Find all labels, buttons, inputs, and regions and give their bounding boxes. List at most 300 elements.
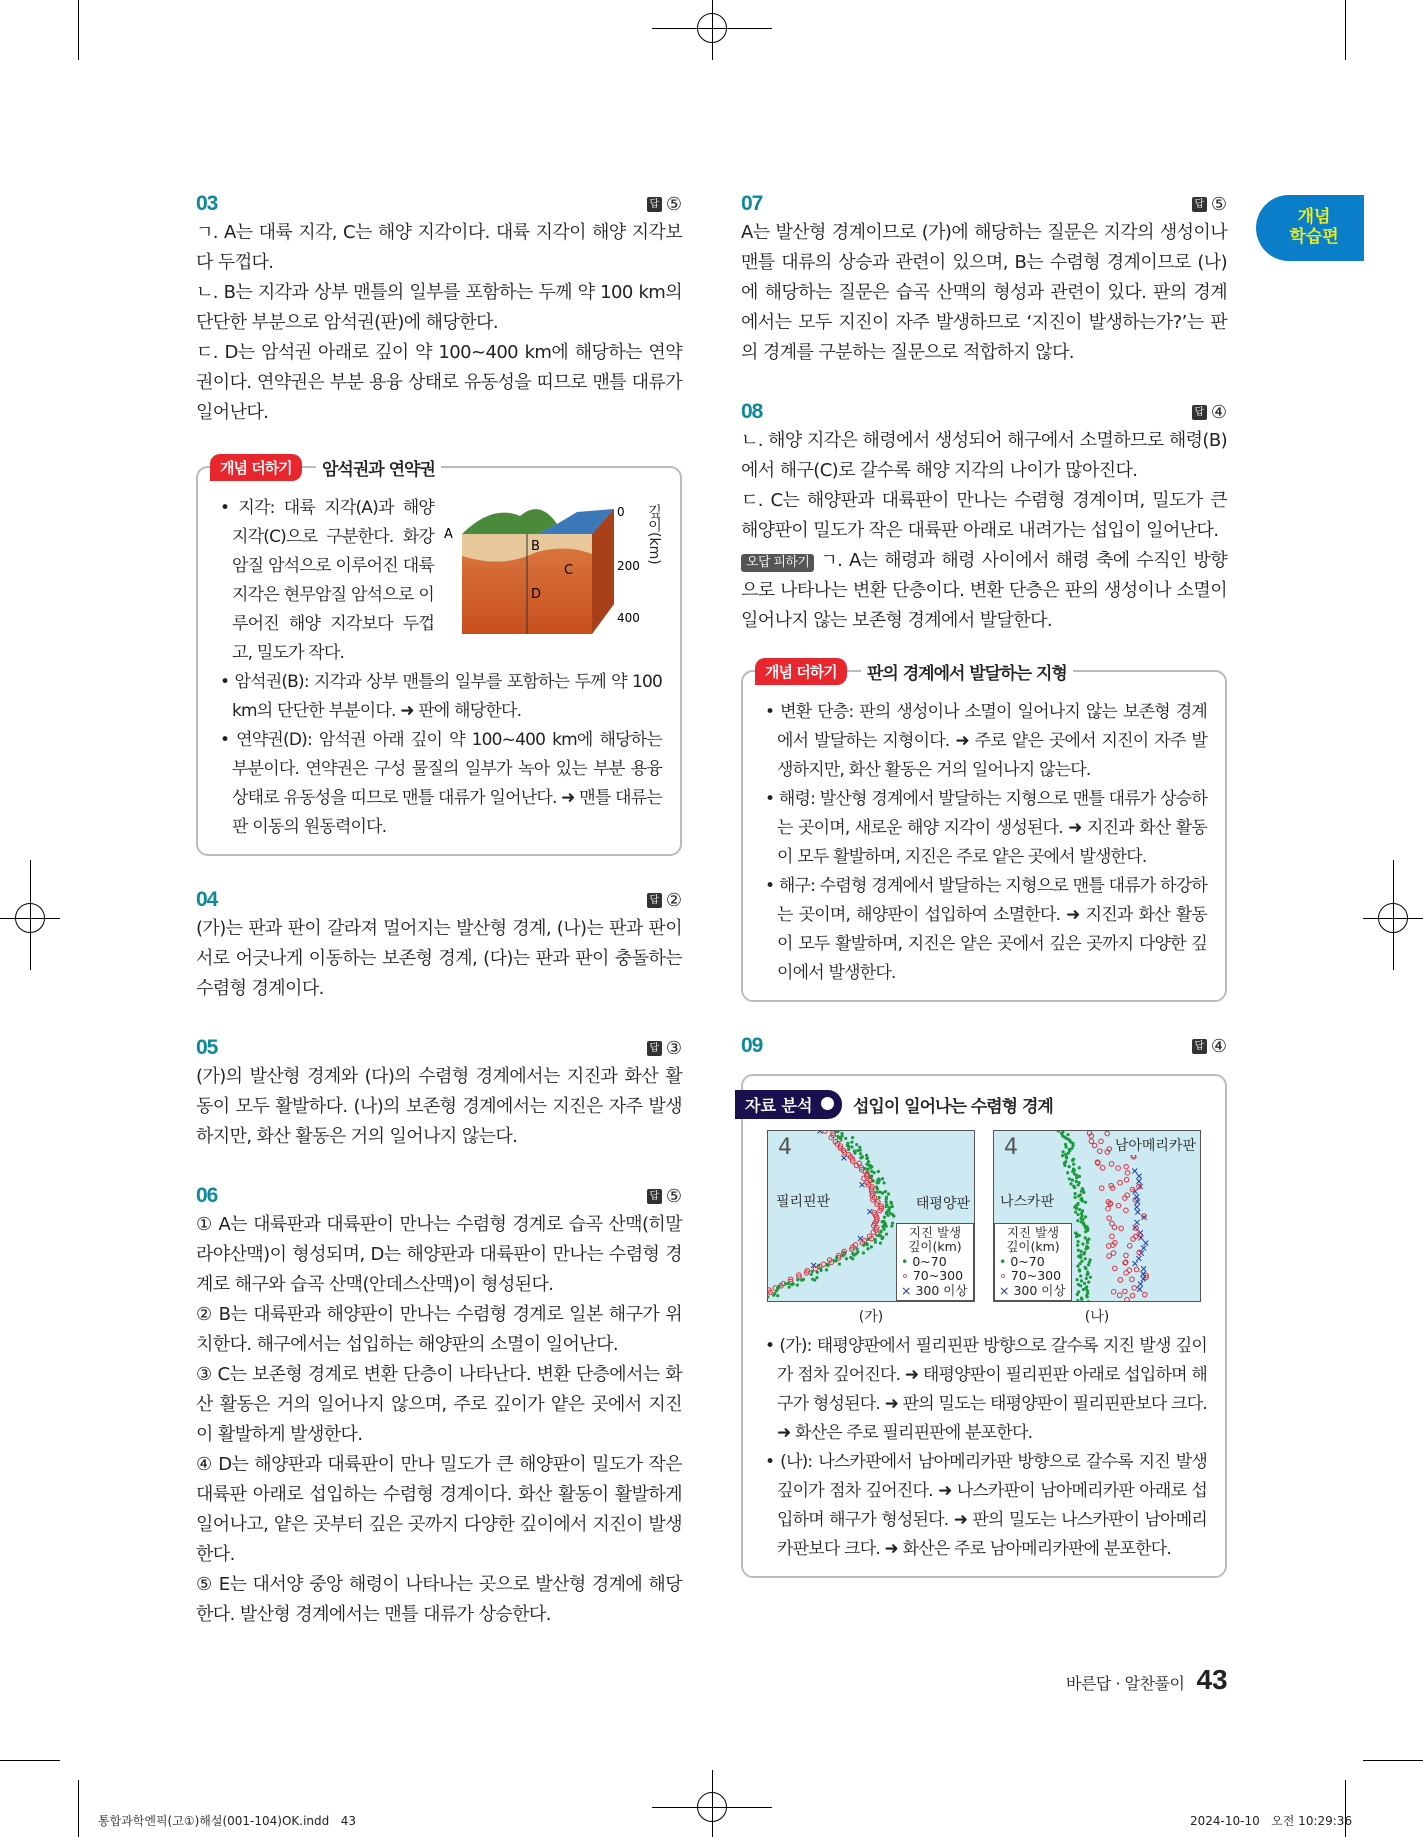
shallow-quake	[1084, 1267, 1087, 1270]
registration-mark	[15, 903, 45, 933]
crop-mark	[78, 0, 79, 60]
shallow-quake	[885, 1198, 888, 1201]
answer-value: ③	[665, 1037, 682, 1059]
shallow-quake	[1063, 1164, 1066, 1167]
registration-mark	[1378, 903, 1408, 933]
mid-quake	[1130, 1293, 1135, 1298]
deep-quake	[1135, 1210, 1140, 1215]
answer-line: ⑤ E는 대서양 중앙 해령이 나타나는 곳으로 발산형 경계에 해당한다. 발산형 경계에서는 맨틀 대류가 상승한다.	[196, 1574, 682, 1625]
shallow-quake	[1087, 1263, 1090, 1266]
shallow-quake	[1077, 1195, 1080, 1198]
bullet: • 암석권(B): 지각과 상부 맨틀의 일부를 포함하는 두께 약 100 km의 단단한 부분이다. ➜ 판에 해당한다.	[220, 672, 662, 721]
question-04	[196, 886, 682, 1004]
deep-quake	[841, 1155, 846, 1160]
shallow-quake	[1076, 1293, 1079, 1296]
timestamp: 2024-10-10 오전 10:29:36	[1190, 1814, 1353, 1828]
shallow-quake	[876, 1187, 879, 1190]
shallow-quake	[788, 1285, 791, 1288]
answer-line: ㄱ. A는 대륙 지각, C는 해양 지각이다. 대륙 지각이 해양 지각보다 두껍다.	[196, 222, 682, 273]
shallow-quake	[787, 1282, 790, 1285]
shallow-quake	[790, 1283, 793, 1286]
shallow-quake	[1072, 1163, 1075, 1166]
shallow-quake	[879, 1241, 882, 1244]
deep-quake	[1136, 1256, 1141, 1261]
shallow-quake	[1076, 1299, 1079, 1302]
crop-mark	[1345, 0, 1346, 60]
answer-value: ④	[1210, 401, 1227, 423]
shallow-quake	[855, 1247, 858, 1250]
shallow-quake	[1069, 1182, 1072, 1185]
mid-quake	[1099, 1186, 1104, 1191]
shallow-quake	[1057, 1131, 1060, 1133]
shallow-quake	[835, 1256, 838, 1259]
shallow-quake	[1073, 1186, 1076, 1189]
shallow-quake	[815, 1276, 818, 1279]
shallow-quake	[796, 1283, 799, 1286]
registration-mark	[697, 13, 727, 43]
question-number: 06	[196, 1184, 218, 1207]
answer-line: ㄷ. C는 해양판과 대륙판이 만나는 수렴형 경계이며, 밀도가 큰 해양판이 밀도가 작은 대륙판 아래로 내려가는 섭입이 일어난다.	[741, 490, 1227, 541]
shallow-quake	[1087, 1281, 1090, 1284]
shallow-quake	[1084, 1247, 1087, 1250]
shallow-quake	[1064, 1145, 1067, 1148]
shallow-quake	[849, 1256, 852, 1259]
data-analysis-tag	[735, 1090, 842, 1119]
shallow-quake	[1086, 1273, 1089, 1276]
shallow-quake	[1082, 1191, 1085, 1194]
answer	[647, 890, 682, 911]
shallow-quake	[802, 1278, 805, 1281]
shallow-quake	[881, 1191, 884, 1194]
shallow-quake	[1074, 1210, 1077, 1213]
shallow-quake	[1073, 1196, 1076, 1199]
concept-title: 판의 경계에서 발달하는 지형	[861, 659, 1073, 684]
legend-item: 0~70	[1010, 1253, 1045, 1269]
shallow-quake	[855, 1143, 858, 1146]
answer-line	[741, 546, 1227, 636]
shallow-quake	[841, 1254, 844, 1257]
shallow-quake	[827, 1264, 830, 1267]
mid-quake	[1125, 1297, 1130, 1302]
shallow-quake	[878, 1190, 881, 1193]
shallow-quake	[776, 1294, 779, 1297]
shallow-quake	[862, 1244, 865, 1247]
mid-quake	[1106, 1206, 1111, 1211]
answer-icon: 답	[647, 1041, 662, 1056]
shallow-quake	[875, 1191, 878, 1194]
mid-quake	[1118, 1180, 1123, 1185]
shallow-quake	[1084, 1201, 1087, 1204]
answer-line: ㄴ. B는 지각과 상부 맨틀의 일부를 포함하는 두께 약 100 km의 단단한 부분으로 암석권(판)에 해당한다.	[196, 282, 682, 333]
shallow-quake	[1077, 1213, 1080, 1216]
map-nazca	[993, 1130, 1201, 1302]
mid-quake	[1127, 1268, 1132, 1273]
shallow-quake	[1078, 1262, 1081, 1265]
mid-quake	[1143, 1292, 1148, 1297]
mid-quake	[1125, 1171, 1130, 1176]
shallow-quake	[1089, 1276, 1092, 1279]
mid-quake	[1134, 1267, 1139, 1272]
section-tab-line2: 학습편	[1289, 227, 1339, 247]
label-a: A	[444, 527, 453, 542]
shallow-quake	[1077, 1249, 1080, 1252]
shallow-quake	[1066, 1171, 1069, 1174]
legend-title: 지진 발생	[1006, 1224, 1060, 1240]
answer	[1192, 194, 1227, 215]
deep-quake	[818, 1131, 823, 1134]
shallow-quake	[850, 1145, 853, 1148]
shallow-quake	[775, 1289, 778, 1292]
shallow-quake	[772, 1294, 775, 1297]
answer-icon: 답	[1192, 1039, 1207, 1054]
crop-mark	[78, 1780, 79, 1837]
shallow-quake	[833, 1259, 836, 1262]
answer-icon: 답	[647, 893, 662, 908]
shallow-quake	[877, 1170, 880, 1173]
mid-quake	[1106, 1244, 1111, 1249]
answer-text: (가)의 발산형 경계와 (다)의 수렴형 경계에서는 지진과 화산 활동이 모두 활발하다. (나)의 보존형 경계에서는 지진은 자주 발생하지만, 화산 활동은 거의 일어나지 않는다.	[196, 1066, 682, 1147]
shallow-quake	[885, 1203, 888, 1206]
plate-label: 나스카판	[1000, 1191, 1054, 1211]
mid-quake	[1130, 1277, 1135, 1282]
shallow-quake	[874, 1240, 877, 1243]
shallow-quake	[847, 1145, 850, 1148]
concept-title: 암석권과 연약권	[316, 455, 441, 480]
answer-line-text: ㄱ. A는 해령과 해령 사이에서 해령 축에 수직인 방향으로 나타나는 변환 단층이다. 변환 단층은 판의 생성이나 소멸이 일어나지 않는 보존형 경계에서 발달한다.	[741, 550, 1227, 631]
answer-icon: 답	[1192, 405, 1207, 420]
shallow-quake	[1084, 1230, 1087, 1233]
mid-quake	[1107, 1216, 1112, 1221]
depth-axis-label: 깊이(km)	[646, 504, 662, 565]
shallow-quake	[845, 1257, 848, 1260]
file-info: 통합과학엔픽(고①)해설(001-104)OK.indd 43	[98, 1814, 356, 1828]
label-b: B	[531, 539, 540, 554]
answer-icon: 답	[647, 1189, 662, 1204]
shallow-quake	[882, 1181, 885, 1184]
bullet: • 지각: 대륙 지각(A)과 해양 지각(C)으로 구분한다. 화강암질 암석으로 이루어진 대륙 지각은 현무암질 암석으로 이루어진 해양 지각보다 두껍고, 밀도가 작다.	[220, 498, 434, 663]
answer	[647, 1038, 682, 1059]
shallow-quake	[1084, 1236, 1087, 1239]
shallow-quake	[891, 1205, 894, 1208]
data-analysis-title: 섭입이 일어나는 수렴형 경계	[853, 1097, 1053, 1117]
shallow-quake	[1084, 1257, 1087, 1260]
shallow-quake	[866, 1247, 869, 1250]
registration-mark	[697, 1792, 727, 1822]
shallow-quake-icon: •	[999, 1253, 1007, 1269]
shallow-quake	[1078, 1269, 1081, 1272]
mid-quake	[1111, 1251, 1116, 1256]
shallow-quake	[1081, 1199, 1084, 1202]
section-tab[interactable]	[1256, 195, 1364, 261]
depth-400: 400	[617, 611, 640, 625]
shallow-quake	[1080, 1279, 1083, 1282]
deep-quake	[1141, 1246, 1146, 1251]
shallow-quake	[1075, 1180, 1078, 1183]
mid-quake	[1111, 1290, 1116, 1295]
shallow-quake	[1074, 1192, 1077, 1195]
mid-quake	[1132, 1286, 1137, 1291]
shallow-quake	[1079, 1256, 1082, 1259]
deep-quake	[1135, 1220, 1140, 1225]
section-tab-line1: 개념	[1297, 207, 1331, 227]
question-number: 07	[741, 192, 763, 215]
shallow-quake	[884, 1190, 887, 1193]
mid-quake	[1119, 1226, 1124, 1231]
answer-line: ㄴ. 해양 지각은 해령에서 생성되어 해구에서 소멸하므로 해령(B)에서 해구(C)로 갈수록 해양 지각의 나이가 많아진다.	[741, 430, 1227, 481]
shallow-quake	[870, 1170, 873, 1173]
deep-quake	[1136, 1179, 1141, 1184]
shallow-quake	[1079, 1250, 1082, 1253]
answer-line: ① A는 대륙판과 대륙판이 만나는 수렴형 경계로 습곡 산맥(히말라야산맥)이 형성되며, D는 해양판과 대륙판이 만나는 수렴형 경계로 해구와 습곡 산맥(안데스산맥)이 형성된다.	[196, 1214, 682, 1295]
legend-title: 깊이(km)	[1006, 1239, 1060, 1254]
answer-text: (가)는 판과 판이 갈라져 멀어지는 발산형 경계, (나)는 판과 판이 서로 어긋나게 이동하는 보존형 경계, (다)는 판과 판이 충돌하는 수렴형 경계이다.	[196, 918, 682, 999]
shallow-quake	[875, 1181, 878, 1184]
shallow-quake	[1076, 1219, 1079, 1222]
shallow-quake	[884, 1200, 887, 1203]
question-07	[741, 190, 1227, 368]
crop-mark	[1363, 1760, 1423, 1761]
concept-box-lithosphere	[196, 459, 682, 856]
depth-200: 200	[617, 559, 640, 573]
mid-quake	[1116, 1203, 1121, 1208]
shallow-quake	[1068, 1177, 1071, 1180]
answer	[1192, 402, 1227, 423]
legend	[896, 1223, 974, 1302]
shallow-quake	[858, 1146, 861, 1149]
shallow-quake	[1061, 1150, 1064, 1153]
mid-quake	[1127, 1243, 1132, 1248]
shallow-quake	[810, 1273, 813, 1276]
shallow-quake	[1078, 1166, 1081, 1169]
answer-value: ②	[665, 889, 682, 911]
bullet: • 해구: 수렴형 경계에서 발달하는 지형으로 맨틀 대류가 하강하는 곳이며, 해양판이 섭입하여 소멸한다. ➜ 지진과 화산 활동이 모두 활발하며, 지진은 얕은 곳에서 깊은 곳까지 다양한 깊이에서 발생한다.	[765, 876, 1207, 983]
mid-quake	[1107, 1254, 1112, 1259]
shallow-quake	[844, 1137, 847, 1140]
shallow-quake	[869, 1166, 872, 1169]
depth-0: 0	[617, 505, 625, 519]
shallow-quake	[853, 1149, 856, 1152]
map-caption: (가)	[858, 1309, 884, 1325]
plate-label: 태평양판	[916, 1193, 970, 1213]
deep-quake	[1132, 1261, 1137, 1266]
bullet: • 해령: 발산형 경계에서 발달하는 지형으로 맨틀 대류가 상승하는 곳이며, 새로운 해양 지각이 생성된다. ➜ 지진과 화산 활동이 모두 활발하며, 지진은 주로 얕은 곳에서 발생한다.	[765, 789, 1207, 867]
answer-line: ④ D는 해양판과 대륙판이 만나 밀도가 큰 해양판이 밀도가 작은 대륙판 아래로 섭입하는 수렴형 경계이다. 화산 활동이 활발하게 일어나고, 얕은 곳부터 깊은 곳까지 다양한 깊이에서 지진이 발생한다.	[196, 1454, 682, 1565]
deep-quake	[860, 1182, 865, 1187]
shallow-quake	[843, 1251, 846, 1254]
shallow-quake	[768, 1295, 769, 1298]
shallow-quake	[1066, 1133, 1069, 1136]
shallow-quake	[796, 1278, 799, 1281]
legend	[994, 1223, 1072, 1302]
left-column	[196, 190, 682, 1660]
shallow-quake	[776, 1286, 779, 1289]
shallow-quake	[855, 1252, 858, 1255]
crop-mark	[0, 1760, 60, 1761]
shallow-quake	[1070, 1147, 1073, 1150]
bullet: • 변환 단층: 판의 생성이나 소멸이 일어나지 않는 보존형 경계에서 발달하는 지형이다. ➜ 주로 얕은 곳에서 지진이 자주 발생하지만, 화산 활동은 거의 일어나지 않는다.	[765, 702, 1207, 780]
question-05	[196, 1034, 682, 1152]
shallow-quake	[851, 1136, 854, 1139]
shallow-quake	[1061, 1154, 1064, 1157]
shallow-quake	[1075, 1207, 1078, 1210]
mid-quake	[1113, 1266, 1118, 1271]
question-09	[741, 1032, 1227, 1060]
mid-quake	[1124, 1164, 1129, 1169]
answer-value: ⑤	[665, 1185, 682, 1207]
shallow-quake	[866, 1157, 869, 1160]
shallow-quake	[1086, 1295, 1089, 1298]
question-number: 09	[741, 1034, 763, 1057]
shallow-quake	[1065, 1156, 1068, 1159]
shallow-quake	[883, 1223, 886, 1226]
mid-quake	[1118, 1278, 1123, 1283]
mid-quake	[1124, 1177, 1129, 1182]
shallow-quake	[840, 1134, 843, 1137]
shallow-quake	[867, 1238, 870, 1241]
shallow-quake-icon: •	[901, 1253, 909, 1269]
shallow-quake	[1077, 1183, 1080, 1186]
north-icon: 4	[778, 1135, 792, 1160]
shallow-quake	[1082, 1252, 1085, 1255]
shallow-quake	[1087, 1300, 1090, 1302]
page-footer	[1066, 1664, 1228, 1696]
legend-item: 0~70	[912, 1253, 947, 1269]
mid-quake	[1097, 1149, 1102, 1154]
shallow-quake	[846, 1142, 849, 1145]
answer-text: A는 발산형 경계이므로 (가)에 해당하는 질문은 지각의 생성이나 맨틀 대류의 상승과 관련이 있으며, B는 수렴형 경계이므로 (나)에 해당하는 질문은 습곡 산맥의 형성과 관련이 있다. 판의 경계에서는 모두 지진이 자주 발생하므로 ‘지진이 발생하는가?’는 판의 경계를 구분하는 질문으로 적합하지 않다.	[741, 222, 1227, 363]
shallow-quake	[850, 1141, 853, 1144]
mid-quake	[1117, 1293, 1122, 1298]
shallow-quake	[891, 1222, 894, 1225]
question-03	[196, 190, 682, 428]
answer-icon: 답	[647, 197, 662, 212]
shallow-quake	[825, 1268, 828, 1271]
question-08	[741, 398, 1227, 636]
shallow-quake	[1078, 1234, 1081, 1237]
legend-item: 70~300	[912, 1268, 964, 1283]
answer-value: ⑤	[1210, 193, 1227, 215]
shallow-quake	[1080, 1298, 1083, 1301]
shallow-quake	[1078, 1208, 1081, 1211]
deep-quake	[1141, 1266, 1146, 1271]
bullet: • (가): 태평양판에서 필리핀판 방향으로 갈수록 지진 발생 깊이가 점차 깊어진다. ➜ 태평양판이 필리핀판 아래로 섭입하며 해구가 형성된다. ➜ 판의 밀도는 태평양판이 필리핀판보다 크다. ➜ 화산은 주로 필리핀판에 분포한다.	[765, 1336, 1207, 1443]
shallow-quake	[1084, 1215, 1087, 1218]
plate-label: 남아메리카판	[1115, 1135, 1196, 1155]
shallow-quake	[883, 1216, 886, 1219]
mid-quake	[1112, 1225, 1117, 1230]
shallow-quake	[1068, 1165, 1071, 1168]
shallow-quake	[859, 1156, 862, 1159]
question-number: 04	[196, 888, 218, 911]
legend-item: 300 이상	[915, 1282, 968, 1298]
plate-label: 필리핀판	[776, 1191, 830, 1211]
shallow-quake	[1075, 1278, 1078, 1281]
legend-item: 70~300	[1010, 1268, 1062, 1283]
shallow-quake	[1075, 1235, 1078, 1238]
shallow-quake	[865, 1154, 868, 1157]
deep-quake	[1132, 1169, 1137, 1174]
shallow-quake	[859, 1152, 862, 1155]
deep-quake-icon: ×	[901, 1282, 912, 1298]
mid-quake	[1110, 1234, 1115, 1239]
magnifier-icon	[821, 1097, 834, 1110]
mid-quake	[1099, 1139, 1104, 1144]
north-icon: 4	[1004, 1135, 1018, 1160]
footer-label: 바른답 · 알찬풀이	[1066, 1674, 1185, 1693]
shallow-quake	[865, 1163, 868, 1166]
deep-quake	[1137, 1287, 1142, 1292]
deep-quake	[867, 1209, 872, 1214]
answer-line: ③ C는 보존형 경계로 변환 단층이 나타난다. 변환 단층에서는 화산 활동은 거의 일어나지 않으며, 주로 깊이가 얕은 곳에서 지진이 활발하게 발생한다.	[196, 1364, 682, 1445]
answer	[647, 194, 682, 215]
deep-quake	[1138, 1282, 1143, 1287]
shallow-quake	[784, 1282, 787, 1285]
page-number: 43	[1196, 1664, 1228, 1695]
shallow-quake	[851, 1252, 854, 1255]
answer-line: ㄷ. D는 암석권 아래로 깊이 약 100~400 km에 해당하는 연약권이다. 연약권은 부분 용융 상태로 유동성을 띠므로 맨틀 대류가 일어난다.	[196, 342, 682, 423]
shallow-quake	[856, 1149, 859, 1152]
shallow-quake	[882, 1228, 885, 1231]
answer-line: ② B는 대륙판과 해양판이 만나는 수렴형 경계로 일본 해구가 위치한다. 해구에서는 섭입하는 해양판의 소멸이 일어난다.	[196, 1304, 682, 1355]
shallow-quake	[838, 1263, 841, 1266]
mid-quake	[1109, 1162, 1114, 1167]
mid-quake	[1089, 1139, 1094, 1144]
question-number: 08	[741, 400, 763, 423]
question-number: 03	[196, 192, 218, 215]
shallow-quake	[1076, 1265, 1079, 1268]
shallow-quake	[819, 1267, 822, 1270]
legend-title: 지진 발생	[908, 1224, 962, 1240]
shallow-quake	[890, 1225, 893, 1228]
question-06	[196, 1182, 682, 1630]
shallow-quake	[1071, 1159, 1074, 1162]
wrong-answer-tag: 오답 피하기	[741, 554, 814, 572]
label-c: C	[564, 563, 574, 578]
shallow-quake	[870, 1174, 873, 1177]
shallow-quake	[886, 1214, 889, 1217]
answer	[1192, 1036, 1227, 1057]
mid-quake-icon: ∘	[999, 1268, 1007, 1283]
shallow-quake	[1085, 1277, 1088, 1280]
mid-quake	[1116, 1166, 1121, 1171]
shallow-quake	[870, 1245, 873, 1248]
answer	[647, 1186, 682, 1207]
mid-quake-icon: ∘	[901, 1268, 909, 1283]
data-analysis-tag-text: 자료 분석	[745, 1096, 813, 1115]
question-number: 05	[196, 1036, 218, 1059]
mid-quake	[1100, 1166, 1105, 1171]
earth-cross-section-svg	[442, 494, 642, 644]
mid-quake	[1092, 1143, 1097, 1148]
shallow-quake	[811, 1278, 814, 1281]
legend-title: 깊이(km)	[908, 1239, 962, 1254]
shallow-quake	[1076, 1244, 1079, 1247]
shallow-quake	[878, 1196, 881, 1199]
map-philippine	[767, 1130, 975, 1302]
map-caption: (나)	[1084, 1309, 1110, 1325]
answer-value: ④	[1210, 1035, 1227, 1057]
shallow-quake	[1083, 1282, 1086, 1285]
label-d: D	[531, 587, 542, 602]
deep-quake	[1137, 1174, 1142, 1179]
shallow-quake	[1079, 1284, 1082, 1287]
shallow-quake	[816, 1271, 819, 1274]
mid-quake	[1105, 1131, 1110, 1136]
mid-quake	[823, 1131, 828, 1133]
shallow-quake	[890, 1202, 893, 1205]
shallow-quake	[817, 1264, 820, 1267]
deep-quake	[1134, 1205, 1139, 1210]
